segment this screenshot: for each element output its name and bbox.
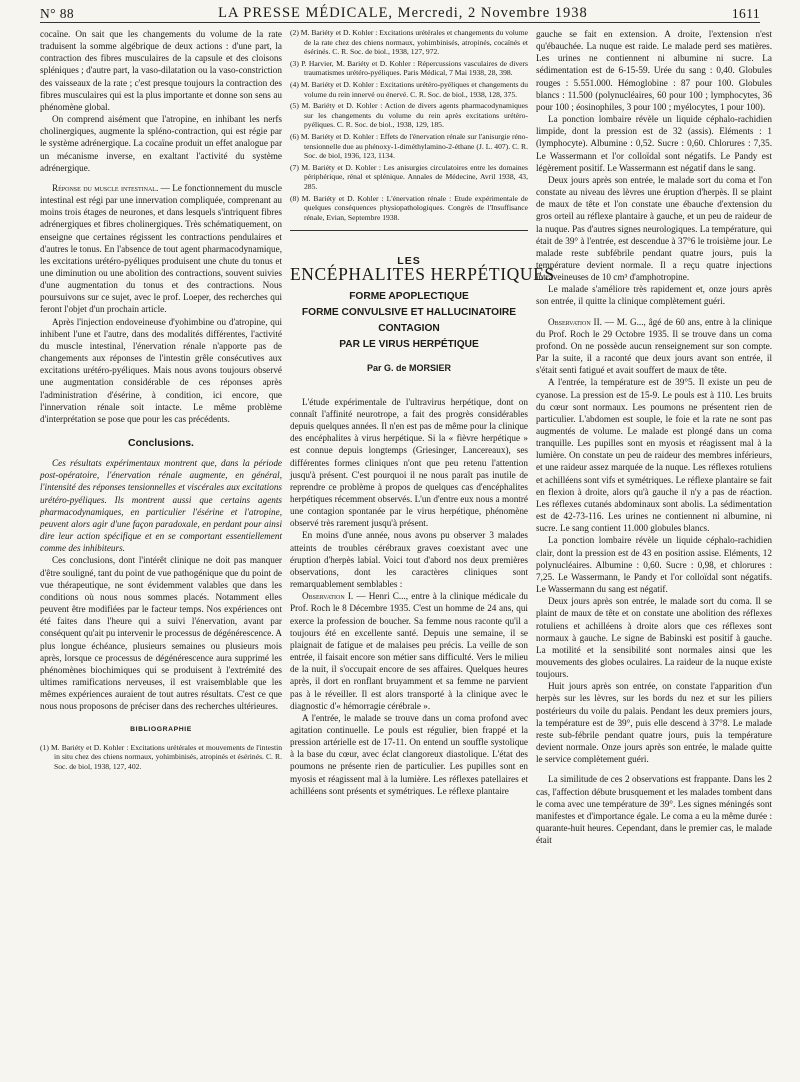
paragraph: Observation I. — Henri C..., entre à la clinique médicale du Prof. Roch le 8 Décembre 1935. C'est un homme de 24 ans, qui exerce la profession de boucher. Sa femme nous raconte qu'il a toujours été en excellente santé. Depuis une semaine, il se plaignait de fatigue et de malaises peu précis. La veille de son entrée, il faisait encore son métier sans difficulté. Vers le milieu de la nuit, il s'occupait encore de ses affaires. Quelques heures après, il dort en ronflant bruyamment et sa femme ne parvient pas à le réveiller. Il est alors transporté à la clinique avec le diagnostic d'« hémorragie cérébrale ». [290, 591, 529, 711]
paragraph: cocaïne. On sait que les changements du volume de la rate traduisent la somme algébrique de deux actions : d'une part, la contraction des fibres musculaires de la capsule et des cloisons spléniques ; d'autre part, la vaso-dilatation ou la vaso-constriction des vaisseaux de la rate ; c'est presque toujours la contraction des fibres musculaires qui est la plus importante et donne son sens au phénomène global. [40, 29, 282, 112]
page-header [40, 0, 760, 23]
column-middle [290, 28, 555, 1076]
reference-item: (4) M. Bariéty et D. Kohler : Excitations urétéro-pyéliques et changements du volume du rein innervé ou énervé. C. R. Soc. de biol., 1938, 128, 375. [290, 79, 528, 99]
paragraph: Réponse du muscle intestinal. — Le fonctionnement du muscle intestinal est régi par une innervation compliquée, comprenant au moins trois étages de neurones, et dans lesquels s'intriquent fibres adrénergiques et fibres cholinergiques. Très schématiquement, on enseigne que certaines régissent les contractions pendulaires et d'autres le tonus. En l'absence de tout agent pharmacodynamique, les excitations urétéro-pyéliques produisent une chute du tonus et une diminution ou une abolition des contractions, souvent suivies d'une augmentation du tonus et des contractions. Nous poursuivons sur ce sujet, avec le prof. Loeper, des recherches qui feront l'objet d'un prochain article. [40, 182, 283, 315]
paragraph: La ponction lombaire révèle un liquide céphalo-rachidien clair, dont la pression est de 43 en position assise. Eléments, 12 polynucléaires. Albumine : 0,60. Sucre : 0,98, et chlorures : 7,25. Le Wassermann, le Pandy et l'or colloïdal sont négatifs. Le Wassermann du sang est négatif. [536, 535, 772, 595]
reference-list [290, 28, 528, 222]
observation-lead: Observation II. [548, 316, 602, 327]
paragraph: La similitude de ces 2 observations est frappante. Dans les 2 cas, l'affection débute brusquement et les malades tombent dans le coma avec une température de 39°. Les signes méningés sont manifestes et d'importance égale. Le coma a eu la même durée : quarante-huit heures. Cependant, dans le premier cas, le malade était [536, 774, 772, 846]
observation-lead: Observation I. [302, 591, 354, 602]
reference-item: (7) M. Bariéty et D. Kohler : Les anisurgies circulatoires entre les domaines périphérique, rénal et splénique. Annales de Médecine, Avril 1938, 43, 285. [290, 162, 528, 191]
section-lead: Réponse du muscle intestinal. [52, 182, 159, 193]
reference-item: (2) M. Bariéty et D. Kohler : Excitations urétérales et changements du volume de la rate chez des chiens normaux, yohimbinisés, atropinés, cocaïnés et ésérinés. C. R. Soc. de biol., 1938, 127, 972. [290, 28, 528, 57]
reference-item: (5) M. Bariéty et D. Kohler : Action de divers agents pharmacodynamiques sur les changements du volume du rein après excitations urétéro-pyéliques. C. R. Soc. de biol., 1938, 129, 185. [290, 101, 528, 130]
reference-item: (8) M. Bariéty et D. Kohler : L'énervation rénale : Etude expérimentale de quelques conséquences physiopathologiques. Congrès de l'Insuffisance rénale, Evian, Septembre 1938. [290, 193, 528, 222]
reference-item: (1) M. Bariéty et D. Kohler : Excitations urétérales et mouvements de l'intestin in situ chez des chiens normaux, yohimbinisés, atropinés et ésérinés. C. R. Soc. de biol, 1938, 127, 402. [40, 742, 282, 771]
reference-item: (6) M. Bariéty et D. Kohler : Effets de l'énervation rénale sur l'anisurgie réno-tensionnelle due au phénoxy-1-diméthylamino-2-éthane (J. L. 407). C. R. Soc. de biol, 1936, 123, 1134. [290, 131, 528, 161]
paragraph: A l'entrée, le malade se trouve dans un coma profond avec agitation continuelle. Le pouls est régulier, bien frappé et la pression artérielle est de 17-11. On entend un souffle systolique à la base du cœur, avec éclat clangoreux diastolique. L'état des poumons ne présente rien de particulier. Les pupilles sont en myosis et réagissent mal à la lumière. Les réflexes patellaires et achilléens sont présents et symétriques. Le réflexe plantaire [290, 712, 528, 796]
article-title: ENCÉPHALITES HERPÉTIQUES [290, 264, 555, 285]
paragraph: En moins d'une année, nous avons pu observer 3 malades atteints de troubles cérébraux graves coexistant avec une éruption d'herpès labial. Voici tout d'abord nos deux premières observations, dont les caractères cliniques sont remarquablement semblables : [290, 530, 528, 590]
column-left [40, 28, 282, 1076]
paragraph: La ponction lombaire révèle un liquide céphalo-rachidien limpide, dont la pression est de 32 (assis). Eléments : 1 (lymphocyte). Albumine : 0,52. Sucre : 0,60. Chlorures : 7,35. Le Wassermann et l'or colloïdal sont négatifs. Le Pandy est légèrement positif. Le Wassermann est négatif dans le sang. [536, 114, 772, 173]
issue-number: N° 88 [40, 6, 75, 21]
article-divider [290, 230, 528, 231]
paragraph: Ces conclusions, dont l'intérêt clinique ne doit pas manquer d'être souligné, tant du point de vue pathogénique que du point de vue thérapeutique, ne sont évidemment valables que dans les conditions où nous nous sommes placés. Notamment elles peuvent être modifiées par le facteur temps. Nos expériences ont été faites dans l'heure qui a suivi l'énervation, avant par conséquent qu'ait pu intervenir le processus de dégénérescence. A plus longue échéance, plusieurs semaines ou plusieurs mois après, lorsque ce processus de dégénérescence aura supprimé les phénomènes biochimiques qui se produisent à l'extrémité des ultimes ramifications nerveuses, il est vraisemblable que les mêmes expériences auraient de tout autres résultats. C'est ce que nous nous proposons de préciser dans des recherches ultérieures. [40, 555, 283, 712]
paragraph: Après l'injection endoveineuse d'yohimbine ou d'atropine, qui inhibent l'une et l'autre, dans des modalités différentes, l'activité du muscle intestinal, l'énervation rénale n'apporte pas de changements aux réponses de l'intestin grêle consécutives aux excitations urétéro-pyéliques. Mais nous avons toujours observé une augmentation considérable de ces réponses après l'administration d'ésérine, à condition, ici encore, que l'innervation rénale soit intacte. Le même problème d'interprétation se pose que pour les cas précédents. [40, 316, 282, 424]
column-right [536, 28, 772, 1076]
conclusions-heading: Conclusions. [128, 437, 194, 449]
paragraph: Observation II. — M. G..., âgé de 60 ans, entre à la clinique du Prof. Roch le 29 Octobre 1935. Il se trouve dans un coma profond. On ne possède aucun renseignement sur son compte. Par la suite, il a raconté que deux jours avant son entrée, il s'était senti fatigué et avait souffert de maux de tête. [536, 316, 772, 376]
article-author: Par G. de MORSIER [366, 362, 452, 373]
bibliography-heading: BIBLIOGRAPHIE [130, 726, 192, 734]
article-subtitle: FORME APOPLECTIQUE [349, 290, 469, 302]
paragraph: gauche se fait en extension. A droite, l'extension n'est qu'ébauchée. La nuque est raide. Le malade perd ses matières. Les urines ne contiennent ni albumine ni sucre. La sédimentation est de 6-15-59. Urée du sang : 0,40. Globules rouges : 5.551.000. Hémoglobine : 87 pour 100. Globules blancs : 11.500 (polynucléaires, 60 pour 100 ; lymphocytes, 36 pour 100 ; éosinophiles, 3 pour 100 ; myélocytes, 1 pour 100). [536, 29, 772, 112]
article-pre-title: LES [397, 255, 421, 268]
paragraph: Deux jours après son entrée, le malade sort du coma et l'on constate au niveau des lèvres une éruption d'herpès. Il se plaint de maux de tête et l'on constate une ébauche d'extension du gros orteil au réflexe plantaire à gauche, et un peu de raideur de la nuque. Pas d'autres signes neurologiques. La température, qui était de 39° à l'entrée, est descendue à 37°6 le troisième jour. Le malade reste subfébrile pendant quatre jours, puis la température devient normale. Il a reçu quatre injections intraveineuses de 10 cm³ d'amphotropine. [536, 174, 772, 283]
article-subtitle: CONTAGION [378, 322, 440, 334]
article-subtitle: FORME CONVULSIVE ET HALLUCINATOIRE [301, 306, 517, 318]
paragraph: Deux jours après son entrée, le malade sort du coma. Il se plaint de maux de tête et on constate une abolition des réflexes rotuliens et achilléens à droite alors que ces réflexes sont normaux à gauche. Le signe de Babinski est positif à gauche. La motilité et la sensibilité sont normales ainsi que les mouvements des globes oculaires. La raideur de la nuque existe toujours. [536, 596, 772, 680]
paragraph: A l'entrée, la température est de 39°5. Il existe un peu de cyanose. La pression est de 15-9. Le pouls est à 110. Les bruits du cœur sont normaux. Les poumons ne présentent rien de particulier. L'abdomen est souple, le foie et la rate ne sont pas augmentés de volume. Le malade est plongé dans un coma tranquille. Les pupilles sont en myosis et réagissent mal à la lumière. On constate un peu de raideur des membres inférieurs, et une raideur assez marquée de la nuque. Les réflexes rotuliens et achilléens sont vifs et symétriques. Le réflexe plantaire se fait en flexion à droite, alors qu'à gauche il n'y a pas de réaction. Les réflexes cutanés abdominaux sont abolis. La sédimentation est de 42-73-116. Les urines ne contiennent ni albumine, ni sucre. Le sang contient 11.000 globules blancs. [536, 377, 772, 534]
conclusion-paragraph: Ces résultats expérimentaux montrent que, dans la période post-opératoire, l'énervation rénale augmente, en général, l'intensité des réponses tensionnelles et viscérales aux excitations urétéro-pyéliques. Ils montrent aussi que certains agents pharmacodynamiques, en particulier l'ésérine et l'atropine, peuvent alors agir d'une façon paradoxale, en perdant pour ainsi dire leur action spécifique et en se comportant essentiellement comme des inhibiteurs. [40, 458, 282, 554]
paragraph: Huit jours après son entrée, on constate l'apparition d'un herpès sur les lèvres, sur les bords du nez et sur les piliers postérieurs du voile du palais. Pendant les deux premiers jours, la température est de 39°, puis elle descend à 37°8. Le malade reste sub-fébrile pendant quatre jours, puis la température devient normale. Onze jours après son entrée, le malade quitte le service complètement guéri. [536, 681, 772, 765]
article-subtitle: PAR LE VIRUS HERPÉTIQUE [339, 338, 479, 350]
masthead: LA PRESSE MÉDICALE, Mercredi, 2 Novembre 1938 [218, 5, 588, 21]
page-number: 1611 [731, 6, 760, 21]
paragraph: Le malade s'améliore très rapidement et, onze jours après son entrée, il quitte la clinique complètement guéri. [536, 284, 772, 307]
reference-item: (3) P. Harvier, M. Bariéty et D. Kohler : Répercussions vasculaires de divers traumatismes urétéro-pyéliques. Paris Médical, 7 Mai 1938, 28, 398. [290, 58, 528, 78]
paragraph: On comprend aisément que l'atropine, en inhibant les nerfs cholinergiques, augmente la spléno-contraction, qui est régie par le système adrénergique. La cocaïne produit un effet analogue par un mécanisme inverse, en exaltant l'activité du système adrénergique. [40, 114, 283, 173]
paragraph: L'étude expérimentale de l'ultravirus herpétique, dont on connaît l'affinité neurotrope, a fait des progrès considérables depuis quelques années. Il n'en est pas de même pour la clinique des encéphalites à virus herpétique. Si la « fièvre herpétique » est connue depuis longtemps (Griesinger, Lancereaux), ses différentes formes cliniques n'ont que peu retenu l'attention jusqu'à présent. C'est pourquoi il ne nous paraît pas inutile de reprendre ce problème à propos de quelques cas d'encéphalites herpétiques récemment observés. L'un d'entre eux nous a montré une contagion spontanée par le virus herpétique, phénomène observé très rarement jusqu'à présent. [290, 396, 528, 529]
